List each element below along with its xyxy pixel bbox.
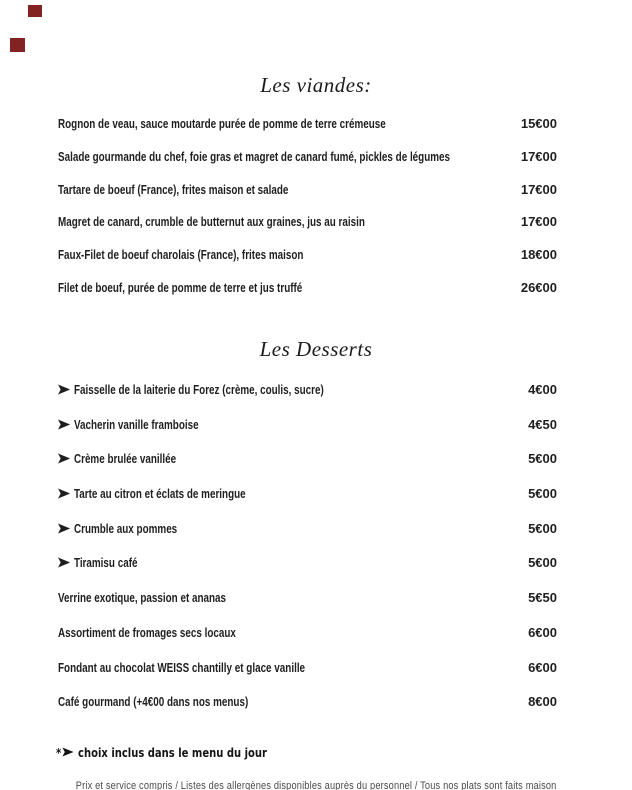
section-title-desserts: Les Desserts [259,337,373,361]
menu-item-text: Crème brulée vanillée [73,451,177,467]
menu-item-text: Tiramisu café [73,555,138,571]
menu-item-row [58,116,557,149]
menu-item-price: 8€00 [528,694,557,710]
menu-item-name [58,451,437,467]
menu-item-name: Assortiment de fromages secs locaux [58,624,236,640]
menu-item-row [58,625,557,660]
menu-item-name: Café gourmand (+4€00 dans nos menus) [58,694,249,710]
menu-item-price: 5€00 [528,555,557,571]
menu-item-row [58,280,557,313]
menu-item-name: Fondant au chocolat WEISS chantilly et glace vanille [58,659,306,675]
menu-item-price: 5€50 [528,590,557,606]
menu-item-price: 5€00 [528,486,557,502]
arrowhead-right-icon [58,419,71,430]
menu-item-price: 5€00 [528,520,557,536]
menu-item-name [58,555,437,571]
logo-fragment-2 [10,38,25,52]
menu-item-row [58,247,557,280]
menu-item-row [58,694,557,729]
footer-note [0,776,632,790]
menu-item-name: Salade gourmande du chef, foie gras et magret de canard fumé, pickles de légumes [58,148,451,164]
menu-item-name [58,521,437,537]
menu-item-price: 15€00 [520,116,557,131]
arrowhead-right-icon [62,747,74,757]
menu-note-text: choix inclus dans le menu du jour [78,745,267,760]
menu-item-row [58,149,557,182]
menu-item-name: Rognon de veau, sauce moutarde purée de pomme de terre crémeuse [58,116,386,131]
menu-item-row [58,660,557,695]
menu-item-price: 17€00 [520,214,557,230]
section-title-viandes: Les viandes: [260,73,372,97]
menu-item-row [58,486,557,521]
logo-fragment-1 [28,5,42,17]
arrowhead-right-icon [58,453,71,464]
viandes-list [58,116,557,313]
menu-item-price: 4€00 [528,382,557,397]
menu-item-name: Tartare de boeuf (France), frites maison et salade [58,181,289,197]
menu-item-text: Faisselle de la laiterie du Forez (crème, coulis, sucre) [73,382,324,397]
menu-item-row [58,555,557,590]
menu-item-text: Tarte au citron et éclats de meringue [73,486,246,502]
menu-note [56,744,267,762]
menu-item-price: 5€00 [528,451,557,467]
menu-item-row [58,521,557,556]
menu-item-text: Vacherin vanille framboise [73,416,199,432]
menu-item-price: 6€00 [528,624,557,640]
menu-item-name [58,382,437,398]
menu-item-price: 17€00 [520,148,557,164]
menu-item-name [58,486,437,502]
footer-note-text: Prix et service compris / Listes des allergènes disponibles auprès du personnel / Tous nos plats sont faits maison [75,780,557,790]
menu-item-name: Filet de boeuf, purée de pomme de terre et jus truffé [58,279,303,295]
arrowhead-right-icon [58,384,71,395]
menu-item-row [58,382,557,417]
menu-item-price: 26€00 [520,279,557,295]
desserts-list [58,382,557,729]
menu-item-price: 18€00 [520,247,557,263]
menu-item-name: Magret de canard, crumble de butternut aux graines, jus au raisin [58,214,365,230]
menu-item-name: Faux-Filet de boeuf charolais (France), frites maison [58,247,304,263]
menu-item-row [58,451,557,486]
menu-item-row [58,417,557,452]
arrowhead-right-icon [58,557,71,568]
menu-item-row [58,214,557,247]
menu-item-name: Verrine exotique, passion et ananas [58,590,227,606]
menu-item-price: 4€50 [528,416,557,432]
menu-item-price: 17€00 [520,181,557,197]
menu-item-name [58,417,437,433]
menu-item-row [58,182,557,215]
menu-item-row [58,590,557,625]
menu-item-price: 6€00 [528,659,557,675]
arrowhead-right-icon [58,488,71,499]
arrowhead-right-icon [58,523,71,534]
asterisk-mark: * [56,745,62,760]
menu-item-text: Crumble aux pommes [73,520,178,536]
